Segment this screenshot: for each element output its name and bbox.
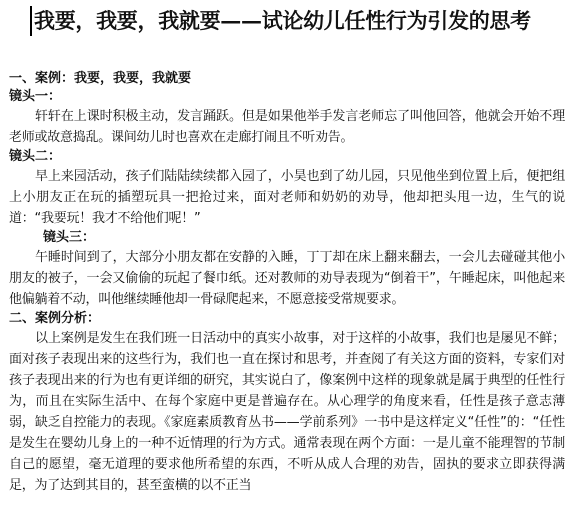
section-heading-analysis: 二、案例分析： — [9, 311, 101, 326]
section-heading-case: 一、案例：我要，我要，我就要 — [9, 71, 192, 86]
shot-3-text: 午睡时间到了，大部分小朋友都在安静的入睡，丁丁却在床上翻来翻去，一会儿去碰碰其他小朋友的被子，一会又偷偷的玩起了餐巾纸。还对教师的劝导表现为“倒着干”，午睡起床，叫他起来他偏躺着不动，叫他继续睡他却一骨碌爬起来，不愿意接受常规要求。 — [9, 250, 565, 307]
analysis-text: 以上案例是发生在我们班一日活动中的真实小故事，对于这样的小故事，我们也是屡见不鲜；面对孩子表现出来的这些行为，我们也一直在探讨和思考，并查阅了有关这方面的资料，专家们对孩子表现出来的行为也有更详细的研究，其实说白了，像案例中这样的现象就是属于典型的任性行为，而且在实际生活中、在每个家庭中更是普遍存在。从心理学的角度来看，任性是孩子意志薄弱，缺乏自控能力的表现。《家庭素质教育丛书——学前系列》一书中是这样定义“任性”的：“任性是发生在婴幼儿身上的一种不近情理的行为方式。通常表现在两个方面：一是儿童不能理智的节制自己的愿望，毫无道理的要求他所希望的东西，不听从成人合理的劝告，固执的要求立即获得满足，为了达到其目的，甚至蛮横的以不正当 — [9, 331, 565, 493]
shot-1-label: 镜头一： — [9, 89, 62, 104]
shot-2-text: 早上来园活动，孩子们陆陆续续都入园了，小昊也到了幼儿园，只见他坐到位置上后，便把组上小朋友正在玩的插塑玩具一把抢过来，面对老师和奶奶的劝导，他却把头甩一边，生气的说道：“我要玩！我才不给他们呢！” — [9, 169, 565, 226]
text-cursor — [30, 6, 32, 36]
document-title: 我要，我要，我就要——试论幼儿任性行为引发的思考 — [34, 8, 531, 33]
shot-3-label: 镜头三： — [43, 230, 96, 245]
shot-2-label: 镜头二： — [9, 149, 62, 164]
shot-1-text: 轩轩在上课时积极主动，发言踊跃。但是如果他举手发言老师忘了叫他回答，他就会开始不理老师或故意捣乱。课间幼儿时也喜欢在走廊打闹且不听劝告。 — [9, 109, 565, 145]
document-body — [9, 70, 565, 496]
